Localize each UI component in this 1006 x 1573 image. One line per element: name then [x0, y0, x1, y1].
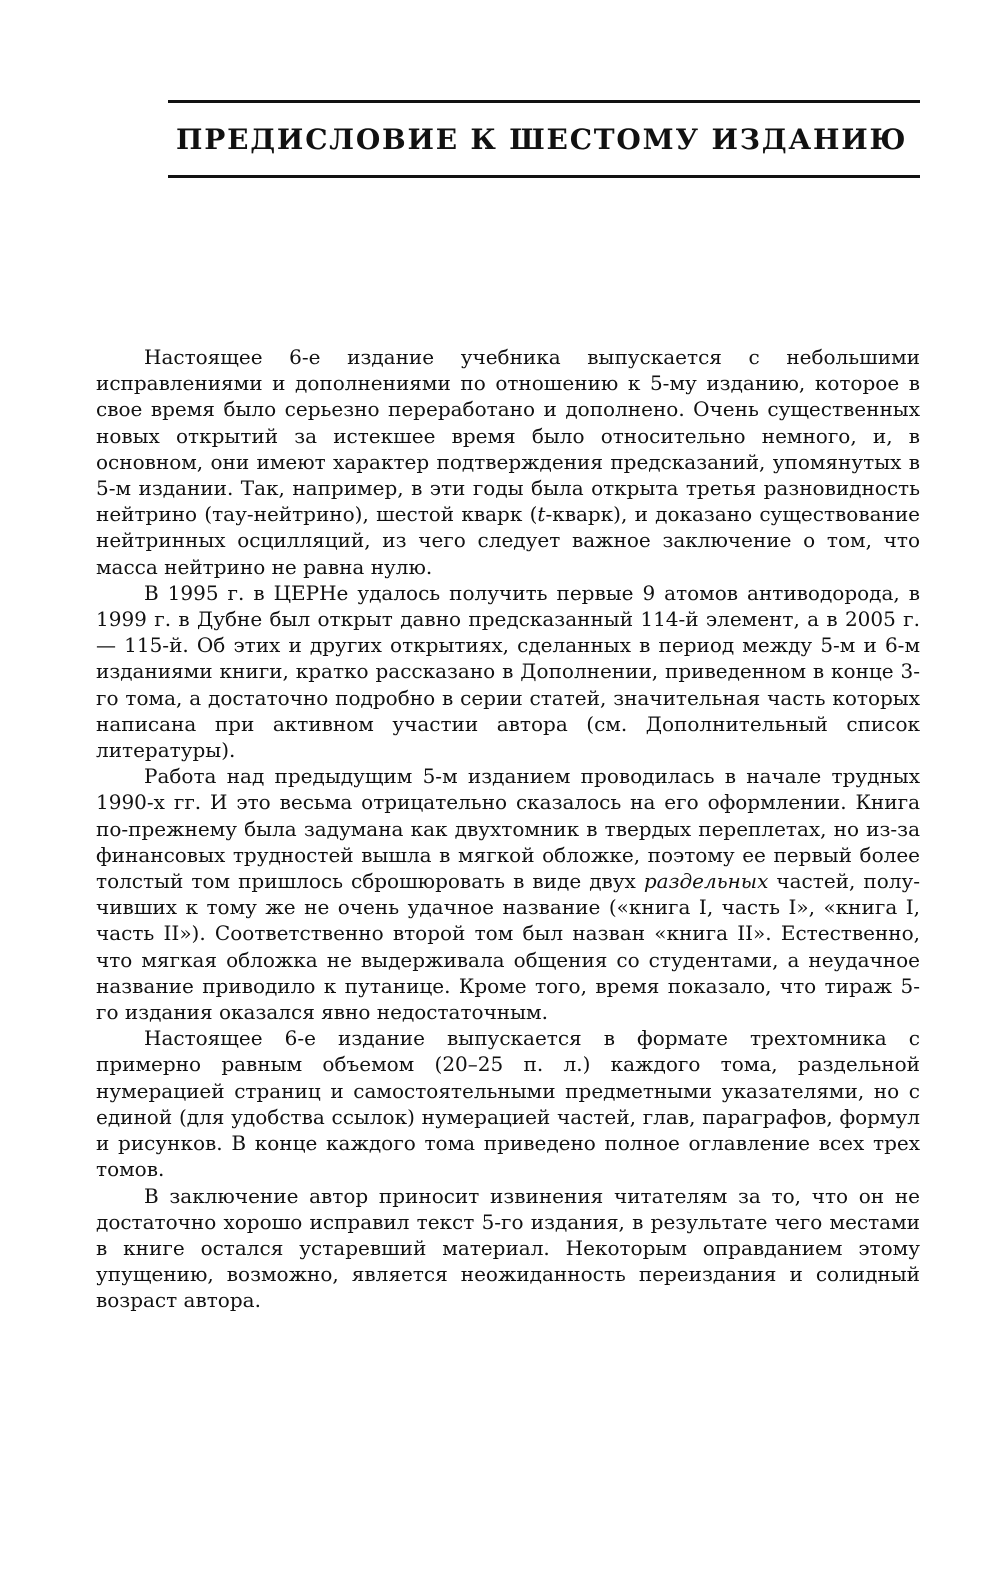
paragraph-3-part-b: частей, получивших к тому же не очень удачное название («книга I, часть I», «книга I, часть II»). Соответственно второй том был назван «книга II». Естественно, что мягкая обложка не выдерживала общения со студентами, а неудачное название приводило к путанице. Кроме того, время показало, что тираж 5-го издания оказался явно недостаточным. — [96, 869, 920, 1025]
paragraph-1-part-b: -кварк), и доказано существование нейтринных осцилляций, из чего следует важное заключение о том, что масса нейтрино не равна нулю. — [96, 502, 920, 579]
t-quark-symbol: t — [537, 502, 546, 527]
bottom-rule — [168, 175, 920, 178]
paragraph-3-part-a: Работа над предыдущим 5-м изданием проводилась в начале трудных 1990-х гг. И это весьма отрицательно сказалось на его оформлении. Книга по-прежнему была задумана как двухтомник в твердых переплетах, но из-за финансовых трудностей вышла в мягкой обложке, поэтому ее первый более толстый том пришлось сброшюровать в виде двух — [96, 764, 920, 894]
paragraph-4: Настоящее 6-е издание выпускается в формате трехтомника с примерно равным объемом (20–25 п. л.) каждого тома, раздельной нумерацией страниц и самостоятельными предметными указателями, но с единой (для удобства ссылок) нумерацией частей, глав, параграфов, формул и рисунков. В конце каждого тома приведено полное оглавление всех трех томов. — [96, 1026, 920, 1182]
preface-text — [96, 344, 920, 1314]
paragraph-5: В заключение автор приносит извинения читателям за то, что он не достаточно хорошо исправил текст 5-го издания, в результате чего местами в книге остался устаревший материал. Некоторым оправданием этому упущению, возможно, является неожиданность переиздания и солидный возраст автора. — [96, 1183, 920, 1313]
paragraph-1 — [96, 344, 920, 580]
page-title: ПРЕДИСЛОВИЕ К ШЕСТОМУ ИЗДАНИЮ — [176, 123, 908, 156]
emphasis-word: раздельных — [643, 869, 769, 894]
heading-block — [168, 100, 920, 178]
paragraph-2: В 1995 г. в ЦЕРНе удалось получить первые 9 атомов антиводорода, в 1999 г. в Дубне был открыт давно предсказанный 114-й элемент, а в 2005 г. — 115-й. Об этих и других открытиях, сделанных в период между 5-м и 6-м изданиями книги, кратко рассказано в Дополнении, приведенном в конце 3-го тома, а достаточно подробно в серии статей, значительная часть которых написана при активном участии автора (см. Дополнительный список литературы). — [96, 580, 920, 763]
paragraph-3 — [96, 763, 920, 1025]
paragraph-1-part-a: Настоящее 6-е издание учебника выпускается с небольшими исправлениями и дополнениями по отношению к 5-му изданию, которое в свое время было серьезно переработано и дополнено. Очень существенных новых открытий за истекшее время было относительно немного, и, в основном, они имеют характер подтверждения предсказаний, упомянутых в 5-м издании. Так, например, в эти годы была открыта третья разновидность нейтрино (тау-нейтрино), шестой кварк ( — [96, 345, 920, 527]
